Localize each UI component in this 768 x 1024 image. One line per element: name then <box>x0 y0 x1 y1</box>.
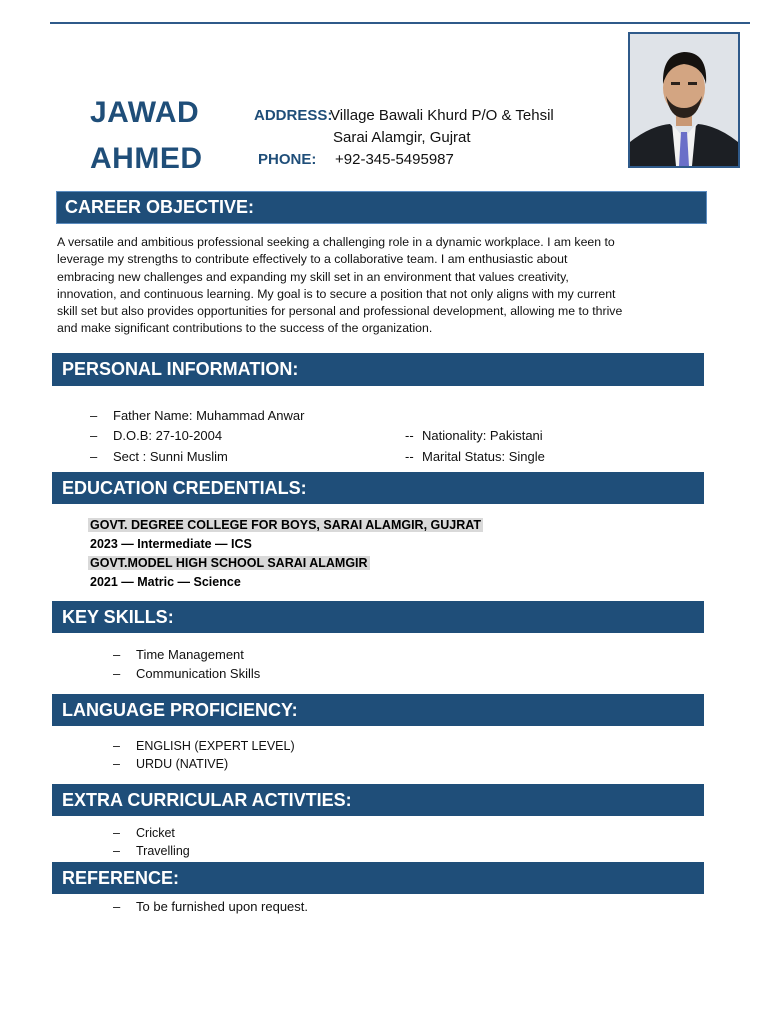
bullet-dash: – <box>90 428 98 443</box>
list-item <box>113 757 228 771</box>
objective-line: and make significant contributions to the success of the organization. <box>57 321 433 336</box>
bullet-dash: – <box>113 739 120 753</box>
bullet-dash: – <box>113 844 120 858</box>
sect: Sect : Sunni Muslim <box>113 449 228 464</box>
reference-heading: REFERENCE: <box>52 862 704 894</box>
bullet-dash: -- <box>405 428 414 443</box>
list-item <box>113 844 190 858</box>
skill-item: Time Management <box>136 647 244 662</box>
education-heading: EDUCATION CREDENTIALS: <box>52 472 704 504</box>
objective-line: skill set but also provides opportunities for personal and professional development, allowing me to thrive <box>57 304 623 319</box>
nationality: Nationality: Pakistani <box>422 428 543 443</box>
activity-item: Travelling <box>136 844 190 858</box>
career-objective-heading: CAREER OBJECTIVE: <box>56 191 707 224</box>
bullet-dash: – <box>113 757 120 771</box>
reference-item: To be furnished upon request. <box>136 899 309 914</box>
language-proficiency-heading: LANGUAGE PROFICIENCY: <box>52 694 704 726</box>
activity-item: Cricket <box>136 826 175 840</box>
phone-value: +92-345-5495987 <box>335 151 454 168</box>
bullet-dash: – <box>90 449 98 464</box>
list-item <box>113 647 244 662</box>
bullet-dash: – <box>90 408 98 423</box>
personal-information-heading: PERSONAL INFORMATION: <box>52 353 704 386</box>
first-name: JAWAD <box>90 96 200 129</box>
address-label: ADDRESS: <box>254 107 333 124</box>
bullet-dash: – <box>113 826 120 840</box>
education-detail: 2021 — Matric — Science <box>90 575 241 589</box>
education-detail: 2023 — Intermediate — ICS <box>90 537 252 551</box>
profile-photo <box>628 32 740 168</box>
list-item <box>113 899 308 914</box>
objective-line: leverage my strengths to contribute effectively to a collaborative team. I am enthusiastic about <box>57 252 568 267</box>
address-line-1: Village Bawali Khurd P/O & Tehsil <box>330 107 554 124</box>
institution-name: GOVT.MODEL HIGH SCHOOL SARAI ALAMGIR <box>90 556 368 570</box>
language-item: URDU (NATIVE) <box>136 757 229 771</box>
bullet-dash: – <box>113 899 121 914</box>
top-rule <box>50 22 750 24</box>
objective-line: A versatile and ambitious professional seeking a challenging role in a dynamic workplace. I am keen to <box>57 235 615 249</box>
extra-curricular-heading: EXTRA CURRICULAR ACTIVTIES: <box>52 784 704 816</box>
list-item <box>405 428 543 443</box>
list-item <box>113 739 295 753</box>
list-item <box>90 408 304 423</box>
language-item: ENGLISH (EXPERT LEVEL) <box>136 739 295 753</box>
phone-label: PHONE: <box>258 151 317 168</box>
last-name: AHMED <box>90 142 203 175</box>
list-item <box>405 449 545 464</box>
objective-line: embracing new challenges and expanding my skill set in an environment that values creativity, <box>57 269 569 284</box>
list-item <box>90 428 222 443</box>
marital-status: Marital Status: Single <box>422 449 545 464</box>
skill-item: Communication Skills <box>136 666 261 681</box>
father-name: Father Name: Muhammad Anwar <box>113 408 305 423</box>
bullet-dash: -- <box>405 449 414 464</box>
bullet-dash: – <box>113 666 121 681</box>
key-skills-heading: KEY SKILLS: <box>52 601 704 633</box>
institution-name: GOVT. DEGREE COLLEGE FOR BOYS, SARAI ALAMGIR, GUJRAT <box>90 518 481 532</box>
objective-line: innovation, and continuous learning. My goal is to secure a position that not only aligns with my current <box>57 286 616 301</box>
bullet-dash: – <box>113 647 121 662</box>
career-objective-text <box>57 234 657 338</box>
list-item <box>113 826 175 840</box>
list-item <box>113 666 260 681</box>
date-of-birth: D.O.B: 27-10-2004 <box>113 428 223 443</box>
list-item <box>90 449 228 464</box>
address-line-2: Sarai Alamgir, Gujrat <box>333 129 471 146</box>
